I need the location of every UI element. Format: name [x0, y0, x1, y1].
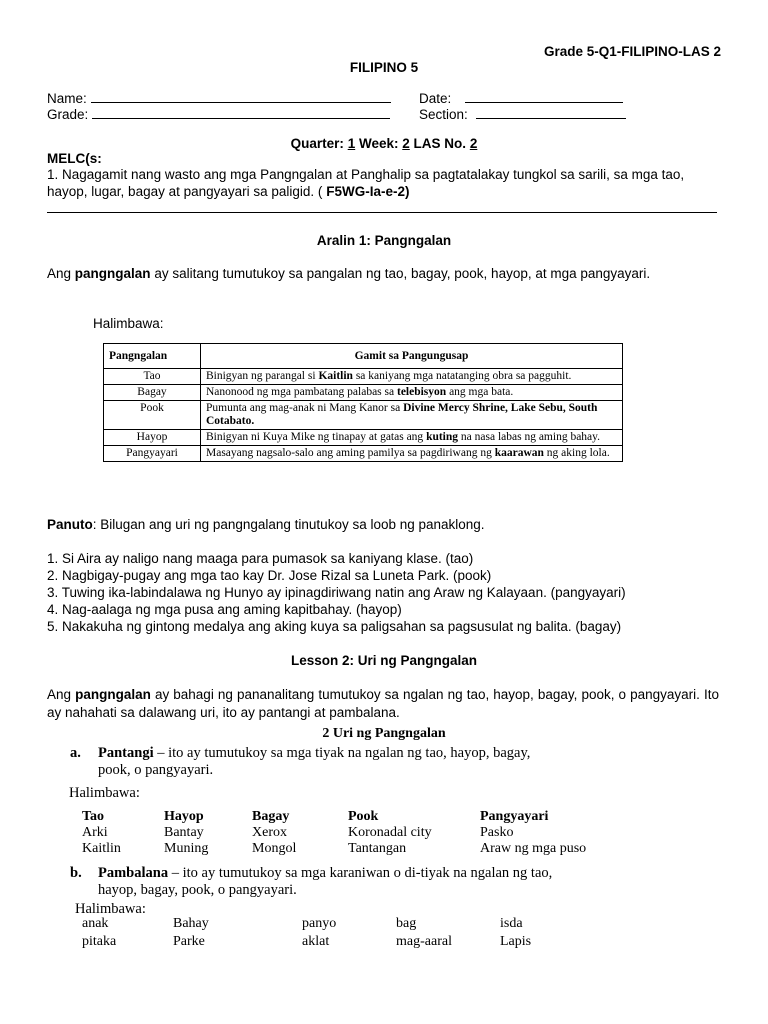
pantangi-header-bagay: Bagay	[252, 809, 290, 824]
grade-blank[interactable]	[92, 106, 390, 119]
las-value: 2	[469, 136, 478, 151]
example-word: Muning	[164, 841, 209, 856]
quarter-value: 1	[347, 136, 356, 151]
example-word: Koronadal city	[348, 825, 432, 840]
pantangi-example-label: Halimbawa:	[69, 785, 140, 801]
pantangi-examples	[0, 809, 768, 859]
example-word: anak	[82, 916, 109, 931]
pantangi-line1: – ito ay tumutukoy sa mga tiyak na ngalan ng tao, hayop, bagay,	[153, 745, 531, 761]
melc-body: 1. Nagagamit nang wasto ang mga Pangngalan at Panghalip sa pagtatalakay tungkol sa sarili, sa mga tao, hayop, lugar, bagay at pangyayari sa paligid. (	[47, 167, 685, 199]
lesson2-title: Lesson 2: Uri ng Pangngalan	[290, 653, 478, 668]
example-word: Tantangan	[348, 841, 407, 856]
panuto-text: : Bilugan ang uri ng pangngalang tinutukoy sa loob ng panaklong.	[92, 517, 485, 532]
pantangi-term: Pantangi	[98, 745, 154, 761]
example-table-header	[104, 344, 623, 369]
row-type: Tao	[104, 369, 201, 385]
list-item: 4. Nag-aalaga ng mga pusa ang aming kapitbahay. (hayop)	[47, 602, 402, 617]
las-label: LAS No.	[413, 136, 467, 151]
subject-title: FILIPINO 5	[349, 60, 419, 75]
example-word: panyo	[302, 916, 337, 931]
list-item: 1. Si Aira ay naligo nang maaga para pumasok sa kaniyang klase. (tao)	[47, 551, 474, 566]
pambalana-marker: b.	[70, 865, 82, 881]
row-sentence	[201, 401, 623, 430]
list-item: 3. Tuwing ika-labindalawa ng Hunyo ay ipinagdiriwang natin ang Araw ng Kalayaan. (pangyayari)	[47, 585, 626, 600]
panuto-instruction	[47, 517, 485, 532]
name-field	[47, 90, 391, 106]
aralin1-def-pre: Ang	[47, 266, 72, 281]
pambalana-examples	[0, 916, 768, 956]
row-type: Bagay	[104, 385, 201, 401]
aralin1-example-label: Halimbawa:	[93, 316, 164, 331]
sentence-post: ng aking lola.	[543, 447, 610, 459]
example-word: Kaitlin	[82, 841, 121, 856]
quarter-line	[0, 136, 768, 151]
aralin1-def-term: pangngalan	[74, 266, 151, 281]
sentence-pre: Pumunta ang mag-anak ni Mang Kanor sa	[206, 402, 404, 414]
sentence-post: na nasa labas ng aming bahay.	[458, 431, 601, 443]
name-label: Name:	[47, 91, 87, 106]
row-sentence	[201, 369, 623, 385]
melc-heading: MELC(s:	[47, 151, 102, 166]
row-type: Hayop	[104, 430, 201, 446]
pantangi-definition	[70, 745, 530, 779]
date-blank[interactable]	[465, 90, 623, 103]
example-table	[103, 343, 623, 462]
pantangi-line2: pook, o pangyayari.	[98, 762, 214, 778]
example-word: Lapis	[500, 934, 532, 949]
pantangi-marker: a.	[70, 745, 81, 761]
name-blank[interactable]	[91, 90, 391, 103]
aralin1-def-post: ay salitang tumutukoy sa pangalan ng tao, bagay, pook, hayop, at mga pangyayari.	[154, 266, 651, 281]
row-type: Pook	[104, 401, 201, 430]
list-item: 5. Nakakuha ng gintong medalya ang aking kuya sa paligsahan sa pagsusulat ng balita. (bagay)	[47, 619, 622, 634]
grade-label: Grade:	[47, 107, 89, 122]
lesson2-def-pre: Ang	[47, 687, 72, 702]
sentence-noun: Divine Mercy Shrine, Lake Sebu, South Cotabato.	[206, 402, 598, 427]
example-word: Pasko	[480, 825, 514, 840]
pambalana-line1: – ito ay tumutukoy sa mga karaniwan o di-tiyak na ngalan ng tao,	[168, 865, 553, 881]
pantangi-header-pangyayari: Pangyayari	[480, 809, 549, 824]
melc-code: F5WG-Ia-e-2)	[326, 184, 410, 199]
pantangi-header-hayop: Hayop	[164, 809, 204, 824]
pambalana-line2: hayop, bagay, pook, o pangyayari.	[98, 882, 297, 898]
sentence-pre: Binigyan ng parangal si	[206, 370, 319, 382]
week-label: Week:	[358, 136, 399, 151]
sentence-noun: Kaitlin	[318, 370, 353, 382]
section-field	[419, 106, 626, 122]
lesson2-definition	[47, 686, 719, 722]
document-code: Grade 5-Q1-FILIPINO-LAS 2	[543, 44, 721, 59]
sentence-post: sa kaniyang mga natatanging obra sa pagguhit.	[352, 370, 572, 382]
table-row	[104, 446, 623, 462]
week-value: 2	[402, 136, 410, 151]
lesson2-subtitle: 2 Uri ng Pangngalan	[322, 726, 446, 741]
pambalana-term: Pambalana	[98, 865, 169, 881]
example-word: aklat	[302, 934, 330, 949]
melc-text	[47, 166, 719, 200]
table-row	[104, 385, 623, 401]
example-word: Parke	[173, 934, 205, 949]
sentence-noun: kuting	[426, 431, 459, 443]
example-word: mag-aaral	[396, 934, 452, 949]
pambalana-example-label: Halimbawa:	[75, 901, 146, 917]
example-word: Mongol	[252, 841, 297, 856]
example-word: Xerox	[252, 825, 287, 840]
sentence-pre: Masayang nagsalo-salo ang aming pamilya sa pagdiriwang ng	[206, 447, 495, 459]
sentence-pre: Binigyan ni Kuya Mike ng tinapay at gatas ang	[206, 431, 427, 443]
row-sentence	[201, 446, 623, 462]
quarter-label: Quarter:	[290, 136, 344, 151]
pantangi-header-pook: Pook	[348, 809, 379, 824]
example-word: isda	[500, 916, 523, 931]
section-blank[interactable]	[476, 106, 626, 119]
lesson2-def-post: ay bahagi ng pananalitang tumutukoy sa ngalan ng tao, hayop, bagay, pook, o pangyayari. Ito ay nahahati sa dalawang uri, ito ay pantangi at pambalana.	[47, 687, 719, 720]
panuto-items	[47, 550, 626, 635]
section-label: Section:	[419, 107, 468, 122]
divider	[47, 212, 717, 213]
table-row	[104, 369, 623, 385]
row-sentence	[201, 430, 623, 446]
sentence-pre: Nanonood ng mga pambatang palabas sa	[206, 386, 397, 398]
example-word: Bantay	[164, 825, 204, 840]
sentence-noun: kaarawan	[494, 447, 544, 459]
example-word: pitaka	[82, 934, 117, 949]
example-word: Arki	[82, 825, 108, 840]
aralin1-title: Aralin 1: Pangngalan	[316, 233, 452, 248]
date-field	[419, 90, 623, 106]
example-word: Bahay	[173, 916, 209, 931]
grade-field	[47, 106, 390, 122]
date-label: Date:	[419, 91, 452, 106]
pantangi-header-tao: Tao	[82, 809, 105, 824]
row-type: Pangyayari	[104, 446, 201, 462]
panuto-label: Panuto	[47, 517, 93, 532]
lesson2-def-term: pangngalan	[75, 687, 151, 702]
table-row	[104, 401, 623, 430]
table-header-gamit: Gamit sa Pangungusap	[201, 344, 623, 369]
sentence-post: ang mga bata.	[446, 386, 514, 398]
row-sentence	[201, 385, 623, 401]
example-word: bag	[396, 916, 417, 931]
pambalana-definition	[70, 865, 552, 899]
example-word: Araw ng mga puso	[480, 841, 587, 856]
sentence-noun: telebisyon	[396, 386, 447, 398]
aralin1-definition	[47, 265, 719, 283]
list-item: 2. Nagbigay-pugay ang mga tao kay Dr. Jose Rizal sa Luneta Park. (pook)	[47, 568, 492, 583]
table-row	[104, 430, 623, 446]
table-header-pangngalan: Pangngalan	[104, 344, 201, 369]
